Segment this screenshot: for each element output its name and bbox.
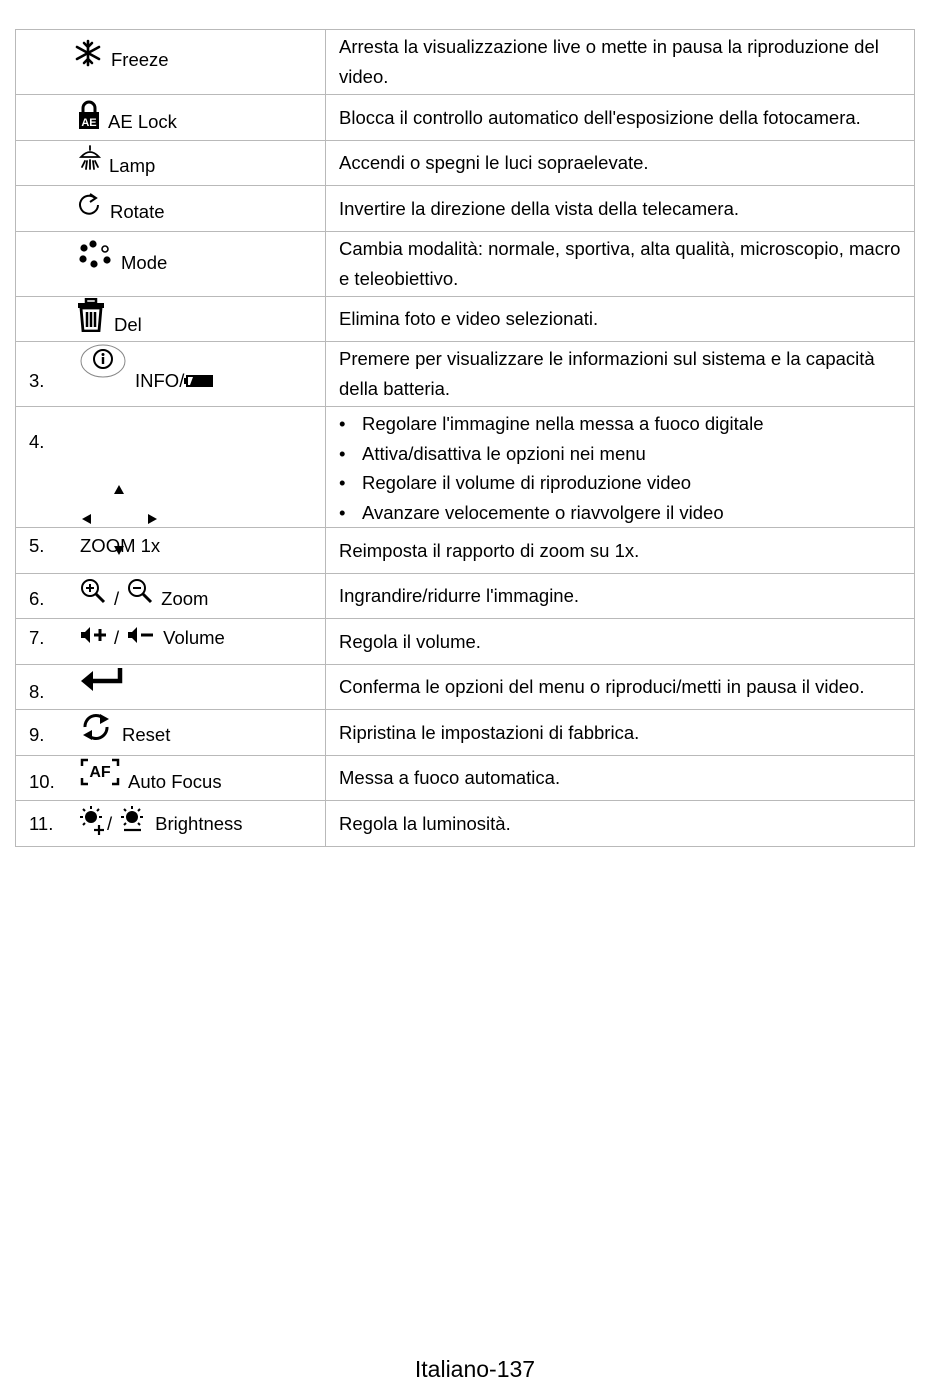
- table-row: [16, 407, 915, 528]
- description: [326, 407, 915, 528]
- description: Premere per visualizzare le informazioni sul sistema e la capacità della batteria.: [326, 342, 915, 407]
- table-row: [16, 801, 915, 847]
- item-number: 7.: [29, 626, 45, 648]
- description: Regola il volume.: [326, 619, 915, 665]
- key-cell: [16, 232, 326, 297]
- item-number: 8.: [29, 680, 45, 702]
- key-label: Zoom: [161, 587, 209, 609]
- key-label: INFO/: [135, 369, 185, 391]
- item-number: 6.: [29, 587, 45, 609]
- key-cell: [16, 801, 326, 847]
- table-row: [16, 342, 915, 407]
- svg-text:AF: AF: [89, 764, 111, 781]
- mode-dots-icon: [78, 240, 112, 270]
- key-cell: [16, 30, 326, 95]
- zoom-out-icon: [127, 578, 153, 604]
- item-number: 5.: [29, 534, 45, 556]
- separator: /: [114, 626, 120, 648]
- list-item: • Attiva/disattiva le opzioni nei menu: [339, 439, 906, 469]
- description: Blocca il controllo automatico dell'esposizione della fotocamera.: [326, 95, 915, 141]
- info-icon: [80, 344, 126, 378]
- key-cell: [16, 528, 326, 574]
- list-item: • Regolare l'immagine nella messa a fuoco digitale: [339, 409, 906, 439]
- separator: /: [114, 587, 120, 609]
- volume-up-icon: [80, 625, 108, 645]
- key-label: Brightness: [155, 813, 243, 834]
- description: Reimposta il rapporto di zoom su 1x.: [326, 528, 915, 574]
- item-number: 3.: [29, 369, 45, 391]
- key-cell: [16, 141, 326, 186]
- brightness-down-icon: [119, 806, 147, 832]
- description: Arresta la visualizzazione live o mette in pausa la riproduzione del video.: [326, 30, 915, 95]
- key-cell: [16, 95, 326, 141]
- description: Conferma le opzioni del menu o riproduci/metti in pausa il video.: [326, 665, 915, 710]
- table-row: [16, 186, 915, 232]
- volume-down-icon: [127, 625, 155, 645]
- table-row: [16, 297, 915, 342]
- item-number: 10.: [29, 771, 55, 792]
- brightness-up-icon: [78, 805, 106, 835]
- table-row: [16, 756, 915, 801]
- af-icon: [80, 758, 120, 786]
- key-label: Del: [114, 313, 142, 335]
- description: Cambia modalità: normale, sportiva, alta qualità, microscopio, macro e teleobiettivo.: [326, 232, 915, 297]
- key-label: AE Lock: [108, 110, 177, 132]
- list-item: • Avanzare velocemente o riavvolgere il video: [339, 498, 906, 528]
- item-number: 11.: [29, 813, 54, 834]
- key-cell: [16, 619, 326, 665]
- zoom-in-icon: [80, 578, 106, 604]
- trash-icon: [77, 298, 105, 332]
- key-label: Volume: [163, 626, 225, 648]
- key-label: ZOOM 1x: [80, 534, 161, 556]
- list-item: • Regolare il volume di riproduzione video: [339, 468, 906, 498]
- rotate-icon: [78, 191, 102, 217]
- key-cell: [16, 574, 326, 619]
- key-cell: [16, 342, 326, 407]
- battery-icon: [184, 372, 214, 388]
- description: Ingrandire/ridurre l'immagine.: [326, 574, 915, 619]
- description: Accendi o spegni le luci sopraelevate.: [326, 141, 915, 186]
- item-number: 9.: [29, 724, 45, 745]
- reset-icon: [80, 713, 112, 741]
- svg-text:AE: AE: [81, 116, 97, 129]
- key-cell: [16, 407, 326, 528]
- description: Messa a fuoco automatica.: [326, 756, 915, 801]
- separator: /: [107, 813, 113, 834]
- table-row: [16, 30, 915, 95]
- key-label: Auto Focus: [128, 771, 222, 792]
- key-cell: [16, 665, 326, 710]
- table-row: [16, 232, 915, 297]
- table-row: [16, 95, 915, 141]
- key-cell: [16, 756, 326, 801]
- key-label: Reset: [122, 724, 171, 745]
- description: Elimina foto e video selezionati.: [326, 297, 915, 342]
- function-table: [15, 29, 915, 847]
- ae-lock-icon: [78, 100, 100, 130]
- bullet-list: [339, 409, 906, 527]
- key-cell: [16, 186, 326, 232]
- table-row: [16, 141, 915, 186]
- page-footer: Italiano-137: [414, 1356, 536, 1382]
- description: Regola la luminosità.: [326, 801, 915, 847]
- table-row: [16, 574, 915, 619]
- key-cell: [16, 297, 326, 342]
- table-row: [16, 710, 915, 756]
- key-label: Mode: [121, 252, 168, 273]
- item-number: 4.: [29, 431, 45, 452]
- key-label: Freeze: [111, 48, 169, 70]
- description: Ripristina le impostazioni di fabbrica.: [326, 710, 915, 756]
- key-cell: [16, 710, 326, 756]
- table-row: [16, 528, 915, 574]
- table-row: [16, 665, 915, 710]
- enter-icon: [80, 667, 124, 691]
- table-row: [16, 619, 915, 665]
- snowflake-icon: [73, 39, 103, 67]
- key-label: Rotate: [110, 201, 165, 222]
- lamp-icon: [78, 145, 102, 171]
- description: Invertire la direzione della vista della telecamera.: [326, 186, 915, 232]
- key-label: Lamp: [109, 155, 156, 176]
